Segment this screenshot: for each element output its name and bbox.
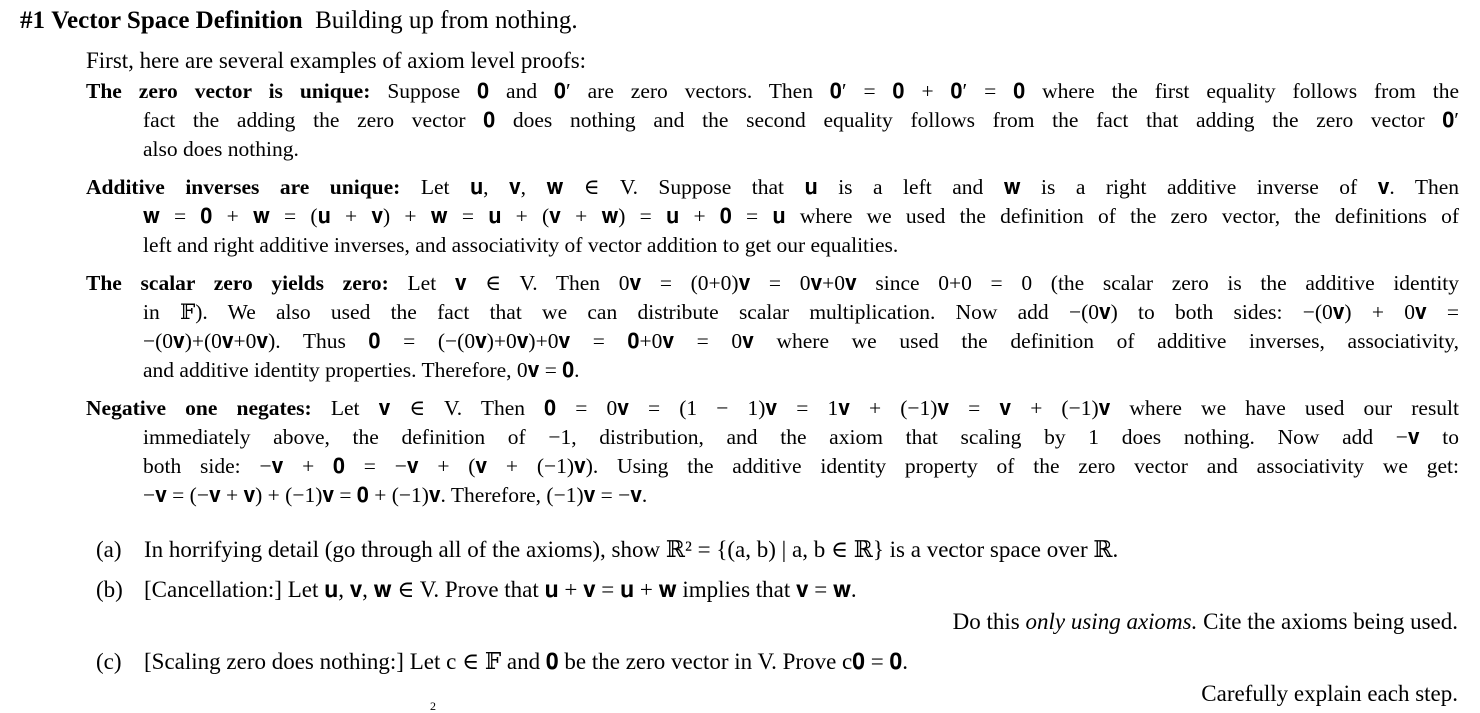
proof-lead: Additive inverses are unique: bbox=[86, 175, 401, 199]
proof-lead: Negative one negates: bbox=[86, 396, 312, 420]
proof-lead: The zero vector is unique: bbox=[86, 79, 371, 103]
stray-superscript: 2 bbox=[430, 699, 436, 713]
proof-line: left and right additive inverses, and associativity of vector addition to get our equalities. bbox=[143, 233, 899, 257]
intro-text: First, here are several examples of axiom level proofs: bbox=[86, 48, 587, 73]
proof-line: both side: −𝐯 + 𝟎 = −𝐯 + (𝐯 + (−1)𝐯). Using the additive identity property of the zero vector and associativity we get: bbox=[143, 454, 1459, 478]
part-label: (c) bbox=[96, 649, 122, 674]
part-b bbox=[96, 574, 857, 605]
proof-line: Negative one negates: Let 𝐯 ∈ V. Then 𝟎 = 0𝐯 = (1 − 1)𝐯 = 1𝐯 + (−1)𝐯 = 𝐯 + (−1)𝐯 where we have used our result bbox=[86, 396, 1460, 420]
proof-zero-vector-unique bbox=[86, 77, 1459, 164]
part-text: [Cancellation:] Let 𝐮, 𝐯, 𝐰 ∈ V. Prove that 𝐮 + 𝐯 = 𝐮 + 𝐰 implies that 𝐯 = 𝐰. bbox=[144, 577, 857, 602]
proof-line: also does nothing. bbox=[143, 137, 299, 161]
proof-line: immediately above, the definition of −1, distribution, and the axiom that scaling by 1 does nothing. Now add −𝐯 to bbox=[143, 425, 1459, 449]
proof-line: The zero vector is unique: Suppose 𝟎 and 𝟎′ are zero vectors. Then 𝟎′ = 𝟎 + 𝟎′ = 𝟎 where the first equality follows from the bbox=[86, 79, 1460, 103]
proof-line: and additive identity properties. Therefore, 0𝐯 = 𝟎. bbox=[143, 358, 580, 382]
part-a bbox=[96, 534, 1118, 565]
problem-number: #1 bbox=[20, 7, 45, 34]
proof-additive-inverses-unique bbox=[86, 173, 1459, 260]
part-c bbox=[96, 646, 908, 677]
proof-line: −(0𝐯)+(0𝐯+0𝐯). Thus 𝟎 = (−(0𝐯)+0𝐯)+0𝐯 = 𝟎+0𝐯 = 0𝐯 where we used the definition of additive inverses, associativity, bbox=[143, 329, 1459, 353]
problem-title: Vector Space Definition bbox=[51, 7, 303, 34]
problem-subtitle: Building up from nothing. bbox=[315, 7, 578, 34]
part-label: (a) bbox=[96, 537, 122, 562]
problem-header bbox=[20, 5, 578, 37]
part-b-note: Do this only using axioms. Cite the axioms being used. bbox=[952, 609, 1458, 634]
proof-line: −𝐯 = (−𝐯 + 𝐯) + (−1)𝐯 = 𝟎 + (−1)𝐯. Therefore, (−1)𝐯 = −𝐯. bbox=[143, 483, 648, 507]
proof-lead: The scalar zero yields zero: bbox=[86, 271, 389, 295]
part-label: (b) bbox=[96, 577, 123, 602]
proof-line: Additive inverses are unique: Let 𝐮, 𝐯, 𝐰 ∈ V. Suppose that 𝐮 is a left and 𝐰 is a right additive inverse of 𝐯. Then bbox=[86, 175, 1460, 199]
proof-line: fact the adding the zero vector 𝟎 does nothing and the second equality follows from the fact that adding the zero vector 𝟎′ bbox=[143, 108, 1459, 132]
proof-line: in 𝔽). We also used the fact that we can distribute scalar multiplication. Now add −(0𝐯) to both sides: −(0𝐯) + 0𝐯 = bbox=[143, 300, 1459, 324]
part-text: In horrifying detail (go through all of the axioms), show ℝ² = {(a, b) | a, b ∈ ℝ} is a vector space over ℝ. bbox=[144, 537, 1119, 562]
proof-line: The scalar zero yields zero: Let 𝐯 ∈ V. Then 0𝐯 = (0+0)𝐯 = 0𝐯+0𝐯 since 0+0 = 0 (the scalar zero is the additive identity bbox=[86, 271, 1460, 295]
part-c-note: Carefully explain each step. bbox=[1201, 681, 1458, 706]
proof-negative-one-negates bbox=[86, 394, 1459, 510]
part-text: [Scaling zero does nothing:] Let c ∈ 𝔽 and 𝟎 be the zero vector in V. Prove c𝟎 = 𝟎. bbox=[144, 649, 909, 674]
proof-scalar-zero-yields-zero bbox=[86, 269, 1459, 385]
proof-line: 𝐰 = 𝟎 + 𝐰 = (𝐮 + 𝐯) + 𝐰 = 𝐮 + (𝐯 + 𝐰) = 𝐮 + 𝟎 = 𝐮 where we used the definition of the zero vector, the definitions of bbox=[143, 204, 1459, 228]
